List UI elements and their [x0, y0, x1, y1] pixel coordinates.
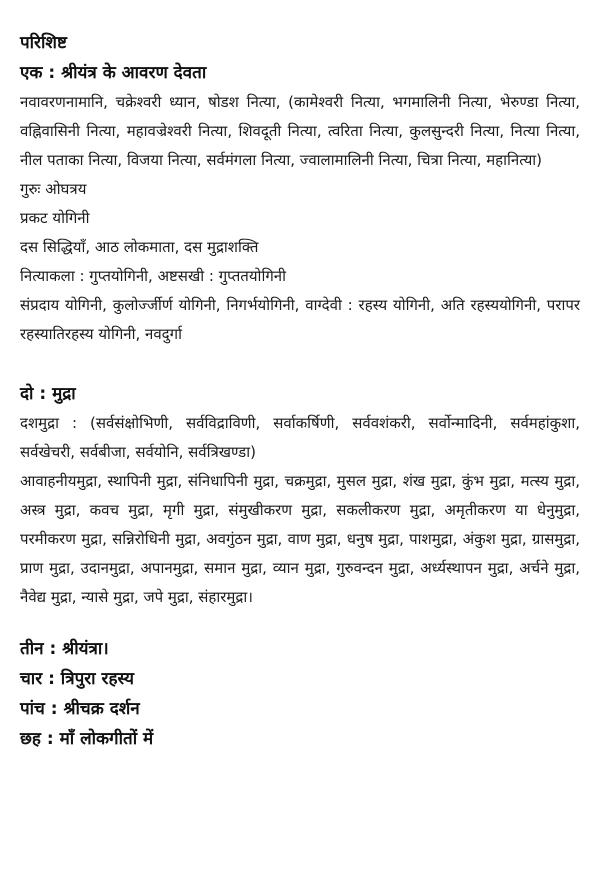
section-2-heading: दो : मुद्रा — [20, 384, 76, 404]
section-divider — [20, 349, 580, 379]
page-title: परिशिष्ट — [20, 33, 67, 53]
section-4-heading: चार : त्रिपुरा रहस्य — [20, 669, 134, 689]
section-1-paragraph: नवावरणनामानि, चक्रेश्वरी ध्यान, षोडश नित्या, (कामेश्वरी नित्या, भगमालिनी नित्या, भेरुण्डा नित्या, वह्निवासिनी नित्या, महावज्रेश्वरी नित्या, शिवदूती नित्या, त्वरिता नित्या, कुलसुन्दरी नित्या, नित्या नित्या, नील पताका नित्या, विजया नित्या, सर्वमंगला नित्या, ज्वालामालिनी नित्या, चित्रा नित्या, महानित्या) — [20, 93, 580, 169]
section-1-heading: एक : श्रीयंत्र के आवरण देवता — [20, 63, 207, 83]
section-1-line-prakat: प्रकट योगिनी — [20, 209, 90, 227]
section-5-heading: पांच : श्रीचक्र दर्शन — [20, 699, 140, 719]
section-6-heading: छह : माँ लोकगीतों में — [20, 729, 154, 749]
section-1-closing: संप्रदाय योगिनी, कुलोर्ज्जीर्ण योगिनी, निगर्भयोगिनी, वाग्देवी : रहस्य योगिनी, अति रहस्ययोगिनी, परापर रहस्यातिरहस्य योगिनी, नवदुर्गा — [20, 296, 580, 343]
section-divider — [20, 612, 580, 634]
section-2-mudras: आवाहनीयमुद्रा, स्थापिनी मुद्रा, संनिधापिनी मुद्रा, चक्रमुद्रा, मुसल मुद्रा, शंख मुद्रा, कुंभ मुद्रा, मत्स्य मुद्रा, अस्त्र मुद्रा, कवच मुद्रा, मृगी मुद्रा, संमुखीकरण मुद्रा, सकलीकरण मुद्रा, अमृतीकरण या धेनुमुद्रा, परमीकरण मुद्रा, सन्निरोधिनी मुद्रा, अवगुंठन मुद्रा, वाण मुद्रा, धनुष मुद्रा, पाशमुद्रा, अंकुश मुद्रा, ग्रासमुद्रा, प्राण मुद्रा, उदानमुद्रा, अपानमुद्रा, समान मुद्रा, व्यान मुद्रा, गुरुवन्दन मुद्रा, अर्ध्यस्थापन मुद्रा, अर्चने मुद्रा, नैवेद्य मुद्रा, न्यासे मुद्रा, जपे मुद्रा, संहारमुद्रा। — [20, 472, 580, 606]
section-1-line-guru: गुरुः ओघत्रय — [20, 180, 87, 198]
appendix-page — [20, 28, 580, 754]
section-2-dashmudra: दशमुद्रा : (सर्वसंक्षोभिणी, सर्वविद्राविणी, सर्वाकर्षिणी, सर्ववशंकरी, सर्वोन्मादिनी, सर्वमहांकुशा, सर्वखेचरी, सर्वबीजा, सर्वयोनि, सर्वत्रिखण्डा) — [20, 414, 580, 461]
section-3-heading: तीन : श्रीयंत्रा। — [20, 639, 109, 659]
section-1-line-nityakala: नित्याकला : गुप्तयोगिनी, अष्टसखी : गुप्ततयोगिनी — [20, 267, 286, 285]
section-1-line-siddhi: दस सिद्धियाँ, आठ लोकमाता, दस मुद्राशक्ति — [20, 238, 259, 256]
